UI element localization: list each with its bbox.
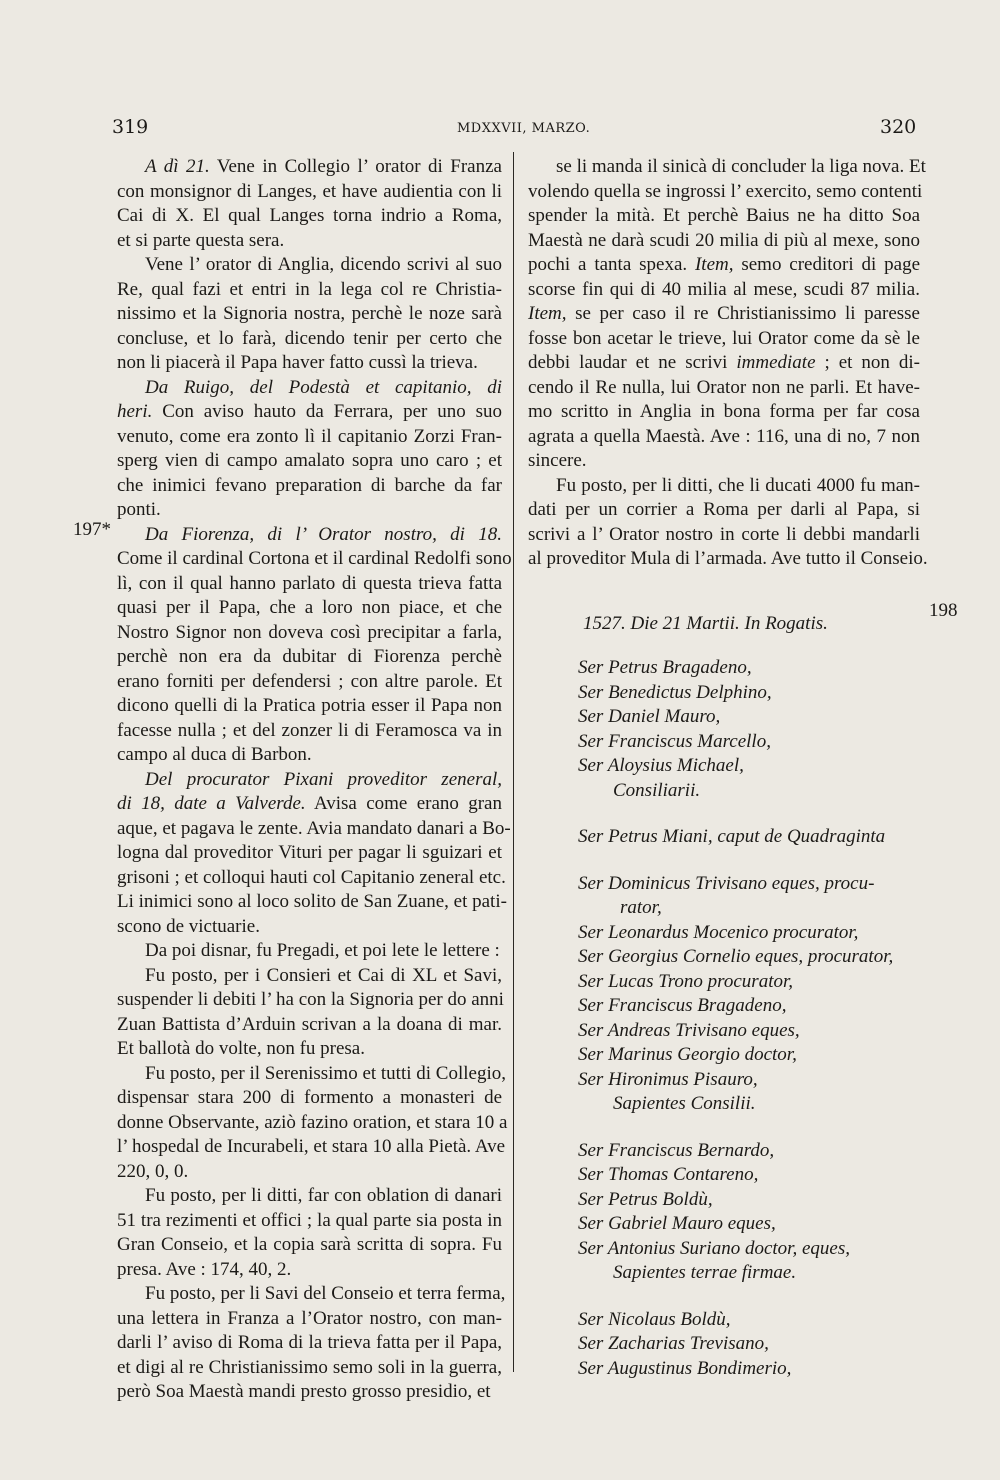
text-line: Del procurator Pixani proveditor zeneral, [145,768,502,790]
text-line [117,792,502,817]
text-line: donne Observante, aziò fazino oration, et stara 10 a [117,1111,508,1133]
italic-run: heri. [117,401,153,422]
paragraph-p2 [528,474,928,572]
text-line: erano forniti per defendersi ; con altre parole. Et [117,670,502,692]
text-line: Et ballotà do volte, non fu presa. [117,1038,365,1059]
member-name: Ser Zacharias Trevisano, [578,1333,769,1354]
paragraph-p1 [117,155,502,253]
text-line: lì, con il qual hanno parlato di questa trieva fatta [117,572,502,594]
text-line: perchè non era da dubitar di Fiorenza perchè [117,646,502,667]
member-name: Ser Petrus Boldù, [578,1188,713,1210]
text-line: quasi per il Papa, che a loro non piace, et che [117,597,502,618]
text-run: se per caso il re Christianissimo li paresse [566,303,920,324]
member-name: Ser Franciscus Bragadeno, [578,995,787,1016]
page-number-right: 320 [880,116,917,138]
member-name: Ser Augustinus Bondimerio, [578,1357,792,1379]
spacer [528,803,920,825]
paragraph-p1 [528,155,926,474]
member-name: Ser Aloysius Michael, [578,755,744,776]
italic-run: immediate [736,352,816,373]
text-line: scrivi a l’ Orator nostro in corte li debbi mandarli [528,523,920,545]
text-line: dicono quelli di la Pratica potria esser il Papa non [117,695,502,716]
text-line: sincere. [528,450,587,471]
paragraph-p4 [117,523,512,768]
spacer [528,572,920,612]
text-run: Avisa come erano gran [305,793,502,814]
member-name: Ser Franciscus Bernardo, [578,1139,775,1161]
text-line: Fu posto, per li ditti, che li ducati 4000 fu man- [556,474,920,496]
member-name: Ser Benedictus Delphino, [578,681,772,703]
text-line: Cai di X. El qual Langes torna indrio a Roma, [117,205,502,226]
text-line: spender la mità. Et perchè Baius ne ha ditto Soa [528,205,920,226]
text-line: cendo il Re nulla, lui Orator non ne parli. Et have- [528,376,920,398]
paragraph-p6 [117,939,502,964]
right-column [528,155,928,1381]
text-line: agrata a quella Maestà. Ave : 116, una di no, 7 non [528,425,920,447]
text-line: Maestà ne darà scudi 20 milia di più al mexe, sono [528,229,920,251]
member-name: Ser Antonius Suriano doctor, eques, [578,1237,850,1259]
member-name: rator, [620,897,662,918]
text-line: Fu posto, per i Consieri et Cai di XL et Savi, [145,964,502,986]
text-line: logna dal proveditor Vituri per pagar li sguizari et [117,842,502,863]
spacer [528,1117,920,1139]
text-line: 51 tra rezimenti et offici ; la qual parte sia posta in [117,1209,502,1231]
text-line: Vene l’ orator di Anglia, dicendo scrivi al suo [145,254,502,275]
paragraph-p2 [117,253,502,376]
member-name: Ser Leonardus Mocenico procurator, [578,921,859,943]
member-name: Ser Dominicus Trivisano eques, procu- [578,872,875,894]
member-name: Ser Nicolaus Boldù, [578,1308,731,1330]
text-line: aque, et pagava le zente. Avia mandato danari a Bo- [117,817,511,839]
text-run: ; et non di- [815,352,920,373]
text-line: presa. Ave : 174, 40, 2. [117,1258,292,1280]
text-line: ponti. [117,499,161,520]
text-line: 220, 0, 0. [117,1160,189,1182]
text-line: una lettera in Franza a l’Orator nostro, con man- [117,1307,502,1329]
text-line: Nostro Signor non doveva così precipitar a farla, [117,621,502,643]
text-line [528,302,920,327]
text-line: dispensar stara 200 di formento a monasteri de [117,1087,502,1108]
text-line: Come il cardinal Cortona et il cardinal Redolfi sono [117,548,512,569]
text-line: dati per un corrier a Roma per darli al Papa, si [528,499,920,520]
text-run: Con aviso hauto da Ferrara, per uno suo [152,401,502,422]
paragraph-p5 [117,768,511,940]
text-run: debbi laudar et ne scrivi [528,352,737,373]
member-name: Ser Lucas Trono procurator, [578,970,794,992]
text-line: Da Ruigo, del Podestà et capitanio, di [145,376,502,398]
text-line: et digi al re Christianissimo semo soli in la guerra, [117,1356,502,1378]
member-name: Ser Hironimus Pisauro, [578,1068,758,1090]
group-label: Sapientes Consilii. [613,1093,756,1114]
text-line: Fu posto, per li Savi del Conseio et terra ferma, [145,1283,506,1304]
member-name: Ser Thomas Contareno, [578,1164,759,1185]
text-line: Re, qual fazi et entri in la lega col re Christia- [117,278,502,300]
text-run: semo creditori di page [733,254,920,275]
text-line [528,253,920,278]
text-line: però Soa Maestà mandi presto grosso presidio, et [117,1381,491,1402]
text-line: Da Fiorenza, di l’ Orator nostro, di 18. [145,523,502,545]
text-line: Li inimici sono al loco solito de San Zuane, et pati- [117,891,507,912]
italic-run: Item, [694,254,734,275]
running-header: MDXXVII, MARZO. [457,121,591,136]
text-line: se li manda il sinicà di concluder la liga nova. Et [556,156,926,177]
text-line: Da poi disnar, fu Pregadi, et poi lete le lettere : [145,940,500,961]
group-label: Consiliarii. [613,779,701,801]
italic-run: di 18, date a Valverde. [117,793,306,814]
text-line: darli l’ aviso di Roma di la trieva fatta per il Papa, [117,1332,502,1353]
text-run: Vene in Collegio l’ orator di Franza [209,156,502,177]
text-line: nissimo et la Signoria nostra, perchè le noze sarà [117,303,502,324]
text-line: Gran Conseio, et la copia sarà scritta di sopra. Fu [117,1234,502,1255]
member-name: Ser Andreas Trivisano eques, [578,1019,800,1041]
text-line: scorse fin qui di 40 milia al mese, scudi 87 milia. [528,278,920,300]
text-line [117,400,502,425]
text-line: Zuan Battista d’Arduin scrivan a la doana di mar. [117,1013,502,1035]
spacer [528,850,920,872]
italic-run: Item, [528,303,567,324]
paragraph-p9 [117,1184,502,1282]
left-column [117,155,512,1405]
member-name: Ser Franciscus Marcello, [578,730,771,752]
member-name: Ser Marinus Georgio doctor, [578,1044,797,1065]
text-line: con monsignor di Langes, et have audientia con li [117,180,502,202]
text-line: sperg vien di campo amalato sopra uno caro ; et [117,450,502,471]
member-name: Ser Daniel Mauro, [578,706,721,727]
text-line [117,155,502,180]
text-line: Fu posto, per il Serenissimo et tutti di Collegio, [145,1062,506,1084]
text-line: campo al duca di Barbon. [117,744,312,765]
text-line [528,351,920,376]
text-line: venuto, come era zonto lì il capitanio Zorzi Fran- [117,425,502,447]
member-name: Ser Georgius Cornelio eques, procurator, [578,946,894,967]
member-name: Ser Gabriel Mauro eques, [578,1213,776,1234]
text-line: mo scritto in Anglia in bona forma per far cosa [528,401,920,422]
text-line: fosse bon acetar le trieve, lui Orator come da sè le [528,327,920,349]
paragraph-p3 [117,376,502,523]
paragraph-p7 [117,964,502,1062]
text-line: al proveditor Mula di l’armada. Ave tutto il Conseio. [528,548,928,569]
text-line: facesse nulla ; et del zonzer li di Feramosca va in [117,719,502,741]
text-line: Fu posto, per li ditti, far con oblation di danari [145,1185,502,1206]
text-line: volendo quella se ingrossi l’ exercito, semo contenti [528,180,923,202]
spacer [528,1286,920,1308]
page-number-left: 319 [112,116,149,138]
member-name: Ser Petrus Miani, caput de Quadraginta [578,826,886,847]
margin-number-198: 198 [929,600,958,621]
paragraph-p10 [117,1282,506,1405]
text-line: che inimici fevano preparation di barche da far [117,474,502,496]
member-name: Ser Petrus Bragadeno, [578,657,752,678]
text-line: concluse, et lo farà, dicendo tenir per certo che [117,327,502,349]
group-label: Sapientes terrae firmae. [613,1262,797,1283]
spacer [528,636,920,656]
italic-run: A dì 21. [145,156,210,177]
margin-number-197: 197* [73,519,111,540]
text-line: et si parte questa sera. [117,229,285,251]
session-date-heading: 1527. Die 21 Martii. In Rogatis. [583,612,828,634]
text-line: grisoni ; et colloqui hauti col Capitanio zeneral etc. [117,866,506,888]
paragraph-p8 [117,1062,508,1185]
column-divider [513,152,514,1372]
text-run: pochi a tanta spexa. [528,254,695,275]
text-line: scono de victuarie. [117,915,260,937]
text-line: non li piacerà il Papa haver fatto cussì la trieva. [117,352,478,373]
text-line: suspender li debiti l’ ha con la Signoria per do anni [117,989,504,1010]
text-line: l’ hospedal de Incurabeli, et stara 10 alla Pietà. Ave [117,1136,506,1157]
